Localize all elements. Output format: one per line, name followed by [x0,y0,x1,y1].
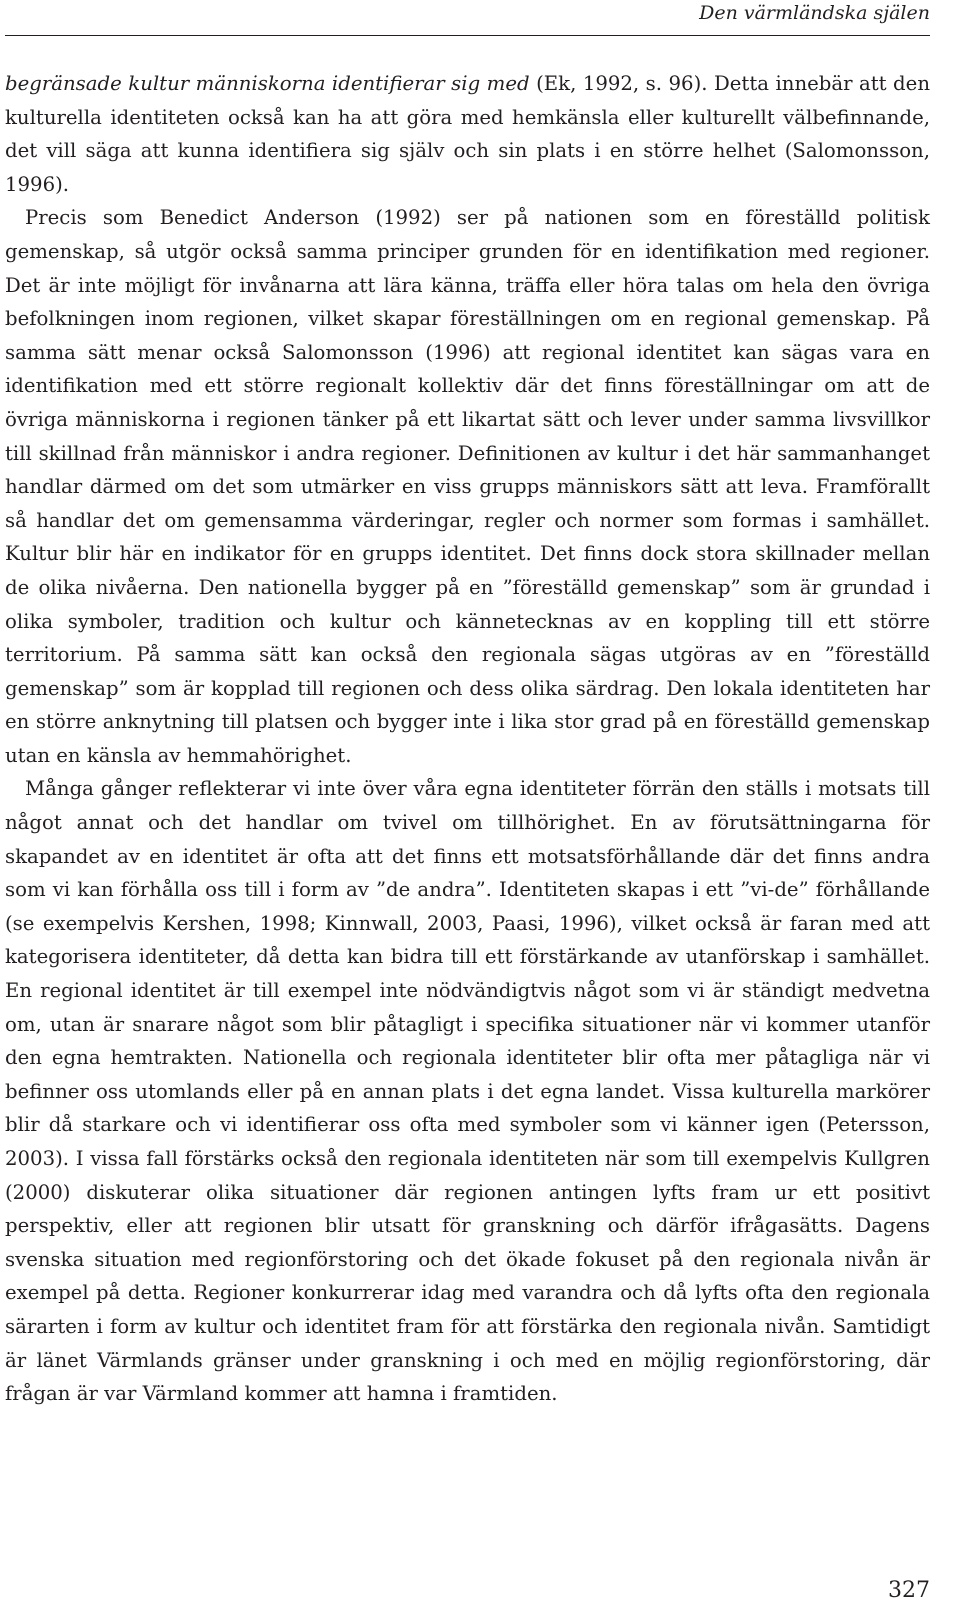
page-number: 327 [888,1578,930,1603]
running-header: Den värmländska själen [699,2,930,24]
paragraph-text: (Ek, 1992, s. 96). Detta innebär att den kulturella identiteten också kan ha att göra med hemkänsla eller kulturellt välbefinnande, det vill säga att kunna identifiera sig själv och sin plats i en större helhet (Salomonsson, 1996). [5,72,930,196]
header-rule [5,35,930,36]
body-paragraph: Precis som Benedict Anderson (1992) ser på nationen som en föreställd politisk gemenskap, så utgör också samma principer grunden för en identifikation med regioner. Det är inte möjligt för invånarna att lära känna, träffa eller höra talas om hela den övriga befolkningen inom regionen, vilket skapar föreställningen om en regional gemenskap. På samma sätt menar också Salomonsson (1996) att regional identitet kan sägas vara en identifikation med ett större regionalt kollektiv där det finns föreställningar om att de övriga människorna i regionen tänker på ett likartat sätt och lever under samma livsvillkor till skillnad från människor i andra regioner. Definitionen av kultur i det här sammanhanget handlar därmed om det som utmärker en viss grupps människors sätt att leva. Framförallt så handlar det om gemensamma värderingar, regler och normer som formas i samhället. Kultur blir här en indikator för en grupps identitet. Det finns dock stora skillnader mellan de olika nivåerna. Den nationella bygger på en ”föreställd gemenskap” som är grundad i olika symboler, tradition och kultur och kännetecknas av en koppling till ett större territorium. På samma sätt kan också den regionala sägas utgöras av en ”föreställd gemenskap” som är kopplad till regionen och dess olika särdrag. Den lokala identiteten har en större anknytning till platsen och bygger inte i lika stor grad på en föreställd gemenskap utan en känsla av hemmahörighet. [5,206,930,767]
body-paragraph-continued [5,67,930,201]
italic-lead-phrase: begränsade kultur människorna identifierar sig med [5,72,530,95]
page-body [5,67,930,1411]
body-paragraph: Många gånger reflekterar vi inte över våra egna identiteter förrän den ställs i motsats till något annat och det handlar om tvivel om tillhörighet. En av förutsättningarna för skapandet av en identitet är ofta att det finns ett motsatsförhållande där det finns andra som vi kan förhålla oss till i form av ”de andra”. Identiteten skapas i ett ”vi-de” förhållande (se exempelvis Kershen, 1998; Kinnwall, 2003, Paasi, 1996), vilket också är faran med att kategorisera identiteter, då detta kan bidra till ett förstärkande av utanförskap i samhället. En regional identitet är till exempel inte nödvändigtvis något som vi är ständigt medvetna om, utan är snarare något som blir påtagligt i specifika situationer när vi kommer utanför den egna hemtrakten. Nationella och regionala identiteter blir ofta mer påtagliga när vi befinner oss utomlands eller på en annan plats i det egna landet. Vissa kulturella markörer blir då starkare och vi identifierar oss ofta med symboler som vi känner igen (Petersson, 2003). I vissa fall förstärks också den regionala identiteten när som till exempelvis Kullgren (2000) diskuterar olika situationer där regionen antingen lyfts fram ur ett positivt perspektiv, eller att regionen blir utsatt för granskning och därför ifrågasätts. Dagens svenska situation med regionförstoring och det ökade fokuset på den regionala nivån är exempel på detta. Regioner konkurrerar idag med varandra och då lyfts ofta den regionala särarten i form av kultur och identitet fram för att förstärka den regionala nivån. Samtidigt är länet Värmlands gränser under granskning i och med en möjlig regionförstoring, där frågan är var Värmland kommer att hamna i framtiden. [5,777,930,1406]
